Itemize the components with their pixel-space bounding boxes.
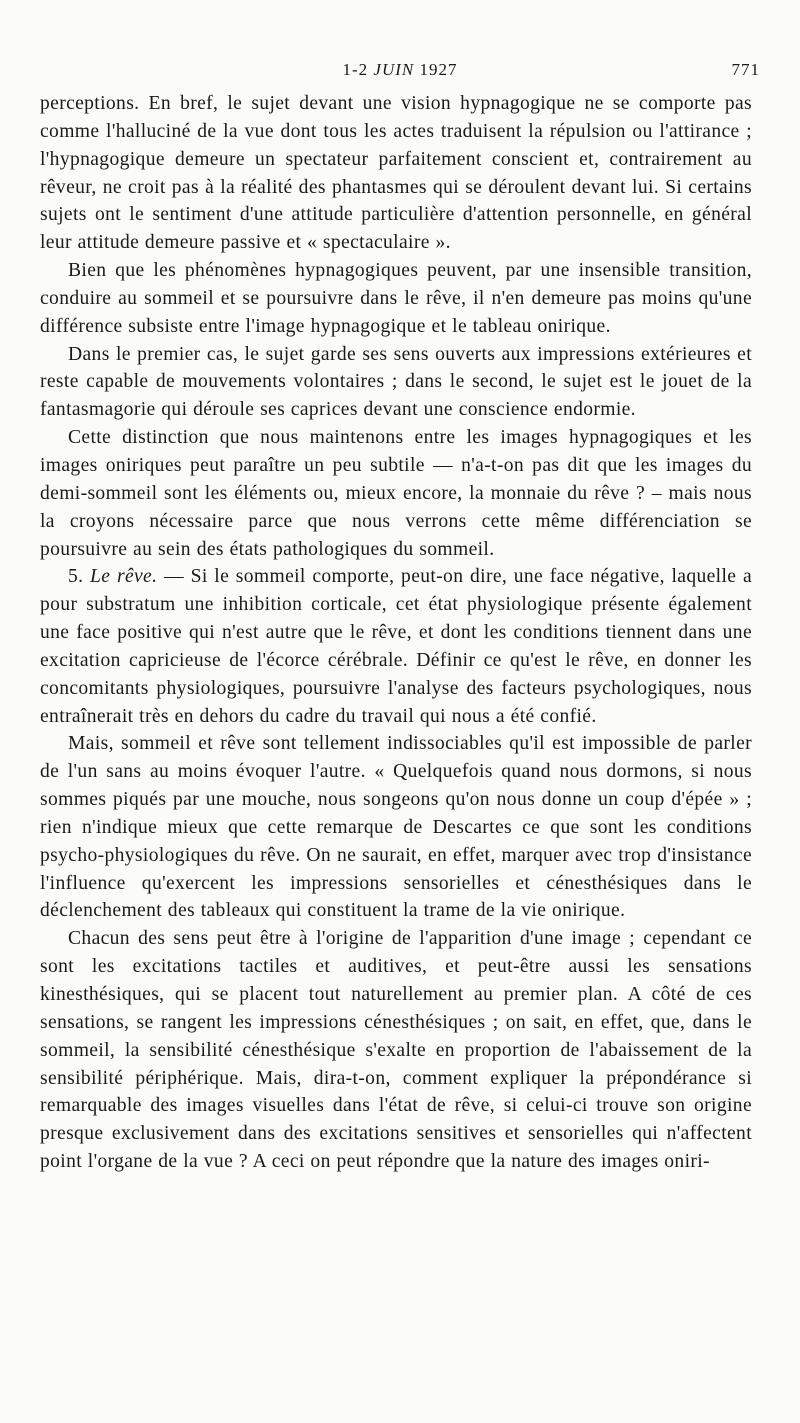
date-month: JUIN: [373, 60, 415, 79]
paragraph: Chacun des sens peut être à l'origine de l'apparition d'une image ; cependant ce sont les excitations tactiles et auditives, et peut-être aussi les sensations kinesthésiques, qui se placent tout naturellement au premier plan. A côté de ces sensations, se rangent les impressions cénesthésiques ; on sait, en effet, que, dans le sommeil, la sensibilité cénesthésique s'exalte en proportion de l'abaissement de la sensibilité périphérique. Mais, dira-t-on, comment expliquer la prépondérance si remarquable des images visuelles dans l'état de rêve, si celui-ci trouve son origine presque exclusivement dans des excitations sensitives et sensorielles qui n'affectent point l'organe de la vue ? A ceci on peut répondre que la nature des images oniri-: [40, 928, 752, 1173]
section-number: 5.: [68, 566, 91, 588]
paragraph: perceptions. En bref, le sujet devant une vision hypnagogique ne se comporte pas comme l'halluciné de la vue dont tous les actes traduisent la répulsion ou l'attirance ; l'hypnagogique demeure un spectateur parfaitement conscient et, contrairement au rêveur, ne croit pas à la réalité des phantasmes qui se déroulent devant lui. Si certains sujets ont le sentiment d'une attitude particulière d'attention personnelle, en général leur attitude demeure passive et « spectaculaire ».: [40, 93, 752, 254]
paragraph: Dans le premier cas, le sujet garde ses sens ouverts aux impressions extérieures et reste capable de mouvements volontaires ; dans le second, le sujet est le jouet de la fantasmagorie qui déroule ses caprices devant une conscience endormie.: [40, 343, 752, 421]
section-title: Le rêve.: [90, 566, 158, 588]
page-header: [40, 58, 760, 88]
date-year: 1927: [414, 60, 458, 79]
date-days: 1-2: [342, 60, 374, 79]
section-text: — Si le sommeil comporte, peut-on dire, une face négative, laquelle a pour substratum une inhibition corticale, cet état physiologique présente également une face positive qui n'est autre que le rêve, et dont les conditions tiennent dans une excitation capricieuse de l'écorce cérébrale. Définir ce qu'est le rêve, en donner les concomitants physiologiques, poursuivre l'analyse des facteurs psychologiques, nous entraînerait très en dehors du cadre du travail qui nous a été confié.: [40, 566, 752, 727]
paragraph: Bien que les phénomènes hypnagogiques peuvent, par une insensible transition, conduire au sommeil et se poursuivre dans le rêve, il n'en demeure pas moins qu'une différence subsiste entre l'image hypnagogique et le tableau onirique.: [40, 260, 752, 337]
issue-date: [40, 60, 760, 80]
page-number: 771: [731, 60, 760, 79]
body-text: [40, 90, 752, 1176]
section-paragraph: [40, 563, 752, 730]
paragraph: Cette distinction que nous maintenons entre les images hypnagogiques et les images oniriques peut paraître un peu subtile — n'a-t-on pas dit que les images du demi-sommeil sont les éléments ou, mieux encore, la monnaie du rêve ? – mais nous la croyons nécessaire parce que nous verrons cette même différenciation se poursuivre au sein des états pathologiques du sommeil.: [40, 427, 752, 560]
paragraph: Mais, sommeil et rêve sont tellement indissociables qu'il est impossible de parler de l'un sans au moins évoquer l'autre. « Quelquefois quand nous dormons, si nous sommes piqués par une mouche, nous songeons qu'on nous donne un coup d'épée » ; rien n'indique mieux que cette remarque de Descartes ce que sont les conditions psycho-physiologiques du rêve. On ne saurait, en effet, marquer avec trop d'insistance l'influence qu'exercent les impressions sensorielles et cénesthésiques dans le déclenchement des tableaux qui constituent la trame de la vie onirique.: [40, 733, 752, 922]
